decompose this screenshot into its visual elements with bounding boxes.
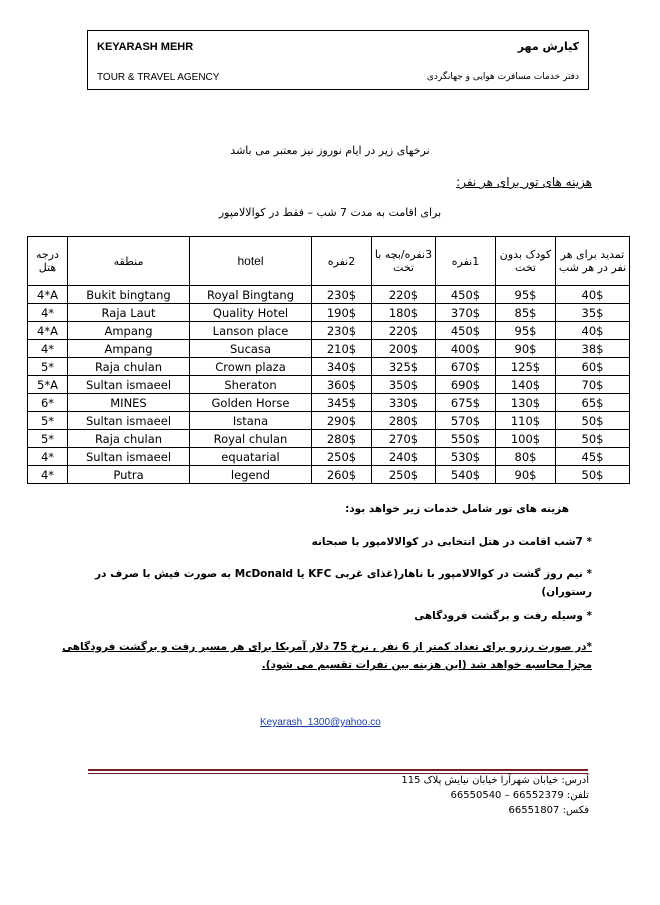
validity-note: نرخهای زیر در ایام نوروز نیز معتبر می باشد	[230, 144, 430, 157]
single-price-cell: 450$	[436, 322, 496, 340]
agency-name-en: TOUR & TRAVEL AGENCY	[97, 72, 220, 83]
single-price-cell: 675$	[436, 394, 496, 412]
double-price-cell: 190$	[312, 304, 372, 322]
table-header-row	[28, 237, 630, 286]
double-price-cell: 360$	[312, 376, 372, 394]
single-price-cell: 540$	[436, 466, 496, 484]
footer-divider	[88, 769, 588, 771]
child-price-cell: 95$	[496, 322, 556, 340]
area-cell: Raja chulan	[68, 430, 190, 448]
price-table-body	[28, 286, 630, 484]
hotel-grade-cell: 5*	[28, 430, 68, 448]
extension-price-cell: 40$	[556, 286, 630, 304]
extension-price-cell: 60$	[556, 358, 630, 376]
footer-phone: تلفن: 66552379 – 66550540	[450, 790, 589, 801]
extension-price-cell: 40$	[556, 322, 630, 340]
area-cell: Raja Laut	[68, 304, 190, 322]
hotel-grade-cell: 4*A	[28, 286, 68, 304]
col-header-area: منطقه	[68, 237, 190, 286]
col-header-hotel: hotel	[190, 237, 312, 286]
hotel-grade-cell: 4*	[28, 304, 68, 322]
small-group-note: *در صورت رزرو برای تعداد کمتر از 6 نفر , نرخ 75 دلار آمریکا برای هر مسیر رفت و برگشت فرودگاهی مجزا محاسبه خواهد شد (این هزینه بین نفرات تقسیم می شود).	[62, 641, 592, 671]
triple-price-cell: 350$	[372, 376, 436, 394]
single-price-cell: 690$	[436, 376, 496, 394]
area-cell: Putra	[68, 466, 190, 484]
hotel-cell: Quality Hotel	[190, 304, 312, 322]
double-price-cell: 230$	[312, 286, 372, 304]
single-price-cell: 400$	[436, 340, 496, 358]
table-row	[28, 322, 630, 340]
child-price-cell: 95$	[496, 286, 556, 304]
extension-price-cell: 38$	[556, 340, 630, 358]
hotel-cell: Lanson place	[190, 322, 312, 340]
table-row	[28, 448, 630, 466]
hotel-cell: legend	[190, 466, 312, 484]
triple-price-cell: 180$	[372, 304, 436, 322]
single-price-cell: 670$	[436, 358, 496, 376]
hotel-cell: Sheraton	[190, 376, 312, 394]
double-price-cell: 230$	[312, 322, 372, 340]
double-price-cell: 260$	[312, 466, 372, 484]
col-header-extension: تمدید برای هر نفر در هر شب	[556, 237, 630, 286]
section-heading: هزینه های تور برای هر نفر:	[456, 175, 592, 189]
triple-price-cell: 280$	[372, 412, 436, 430]
child-price-cell: 100$	[496, 430, 556, 448]
triple-price-cell: 240$	[372, 448, 436, 466]
triple-price-cell: 270$	[372, 430, 436, 448]
inclusions-title: هزینه های تور شامل خدمات زیر خواهد بود:	[345, 503, 569, 515]
single-price-cell: 530$	[436, 448, 496, 466]
hotel-grade-cell: 5*	[28, 358, 68, 376]
extension-price-cell: 65$	[556, 394, 630, 412]
col-header-child-no-bed: کودک بدون تخت	[496, 237, 556, 286]
table-row	[28, 412, 630, 430]
extension-price-cell: 50$	[556, 466, 630, 484]
hotel-cell: Istana	[190, 412, 312, 430]
price-table	[27, 236, 630, 484]
col-header-hotel-grade: درجه هتل	[28, 237, 68, 286]
table-row	[28, 286, 630, 304]
area-cell: Ampang	[68, 322, 190, 340]
child-price-cell: 80$	[496, 448, 556, 466]
col-header-triple-child-bed: 3نفره/بچه با تخت	[372, 237, 436, 286]
footer-address: آدرس: خیابان شهرآرا خیابان نیایش پلاک 115	[401, 775, 589, 786]
company-name-fa: کیارش مهر	[517, 40, 579, 53]
single-price-cell: 370$	[436, 304, 496, 322]
table-row	[28, 466, 630, 484]
child-price-cell: 90$	[496, 466, 556, 484]
company-name-en: KEYARASH MEHR	[97, 41, 194, 53]
area-cell: Bukit bingtang	[68, 286, 190, 304]
stay-duration: برای اقامت به مدت 7 شب – فقط در کوالالامپور	[218, 206, 442, 219]
child-price-cell: 130$	[496, 394, 556, 412]
extension-price-cell: 50$	[556, 412, 630, 430]
email-link[interactable]: Keyarash_1300@yahoo.co	[260, 717, 381, 728]
inclusion-item: * وسیله رفت و برگشت فرودگاهی	[414, 610, 592, 622]
inclusion-item: * 7شب اقامت در هتل انتخابی در کوالالامپور با صبحانه	[311, 536, 592, 548]
inclusion-item: * نیم روز گشت در کوالالامپور با ناهار(غذای غربی KFC یا McDonald به صورت فیش با صرف در رستوران)	[95, 568, 592, 598]
double-price-cell: 290$	[312, 412, 372, 430]
table-row	[28, 376, 630, 394]
table-row	[28, 340, 630, 358]
hotel-grade-cell: 5*	[28, 412, 68, 430]
hotel-grade-cell: 4*A	[28, 322, 68, 340]
extension-price-cell: 70$	[556, 376, 630, 394]
area-cell: MINES	[68, 394, 190, 412]
hotel-cell: Golden Horse	[190, 394, 312, 412]
table-row	[28, 358, 630, 376]
hotel-cell: Crown plaza	[190, 358, 312, 376]
double-price-cell: 345$	[312, 394, 372, 412]
hotel-grade-cell: 4*	[28, 466, 68, 484]
col-header-double: 2نفره	[312, 237, 372, 286]
single-price-cell: 550$	[436, 430, 496, 448]
hotel-grade-cell: 5*A	[28, 376, 68, 394]
triple-price-cell: 220$	[372, 286, 436, 304]
single-price-cell: 570$	[436, 412, 496, 430]
child-price-cell: 125$	[496, 358, 556, 376]
table-row	[28, 394, 630, 412]
area-cell: Sultan ismaeel	[68, 448, 190, 466]
hotel-grade-cell: 4*	[28, 340, 68, 358]
extension-price-cell: 45$	[556, 448, 630, 466]
extension-price-cell: 35$	[556, 304, 630, 322]
footer-divider-thin	[88, 773, 588, 774]
hotel-grade-cell: 4*	[28, 448, 68, 466]
triple-price-cell: 330$	[372, 394, 436, 412]
triple-price-cell: 220$	[372, 322, 436, 340]
area-cell: Sultan ismaeel	[68, 412, 190, 430]
col-header-single: 1نفره	[436, 237, 496, 286]
double-price-cell: 280$	[312, 430, 372, 448]
hotel-cell: Royal Bingtang	[190, 286, 312, 304]
table-row	[28, 304, 630, 322]
footer-fax: فکس: 66551807	[508, 805, 589, 816]
triple-price-cell: 200$	[372, 340, 436, 358]
child-price-cell: 90$	[496, 340, 556, 358]
double-price-cell: 250$	[312, 448, 372, 466]
agency-name-fa: دفتر خدمات مسافرت هوایی و جهانگردی	[426, 72, 579, 82]
triple-price-cell: 250$	[372, 466, 436, 484]
area-cell: Sultan ismaeel	[68, 376, 190, 394]
hotel-cell: Royal chulan	[190, 430, 312, 448]
single-price-cell: 450$	[436, 286, 496, 304]
extension-price-cell: 50$	[556, 430, 630, 448]
child-price-cell: 110$	[496, 412, 556, 430]
table-row	[28, 430, 630, 448]
child-price-cell: 140$	[496, 376, 556, 394]
double-price-cell: 210$	[312, 340, 372, 358]
hotel-grade-cell: 6*	[28, 394, 68, 412]
triple-price-cell: 325$	[372, 358, 436, 376]
hotel-cell: equatarial	[190, 448, 312, 466]
area-cell: Ampang	[68, 340, 190, 358]
double-price-cell: 340$	[312, 358, 372, 376]
area-cell: Raja chulan	[68, 358, 190, 376]
child-price-cell: 85$	[496, 304, 556, 322]
letterhead	[87, 30, 589, 90]
hotel-cell: Sucasa	[190, 340, 312, 358]
